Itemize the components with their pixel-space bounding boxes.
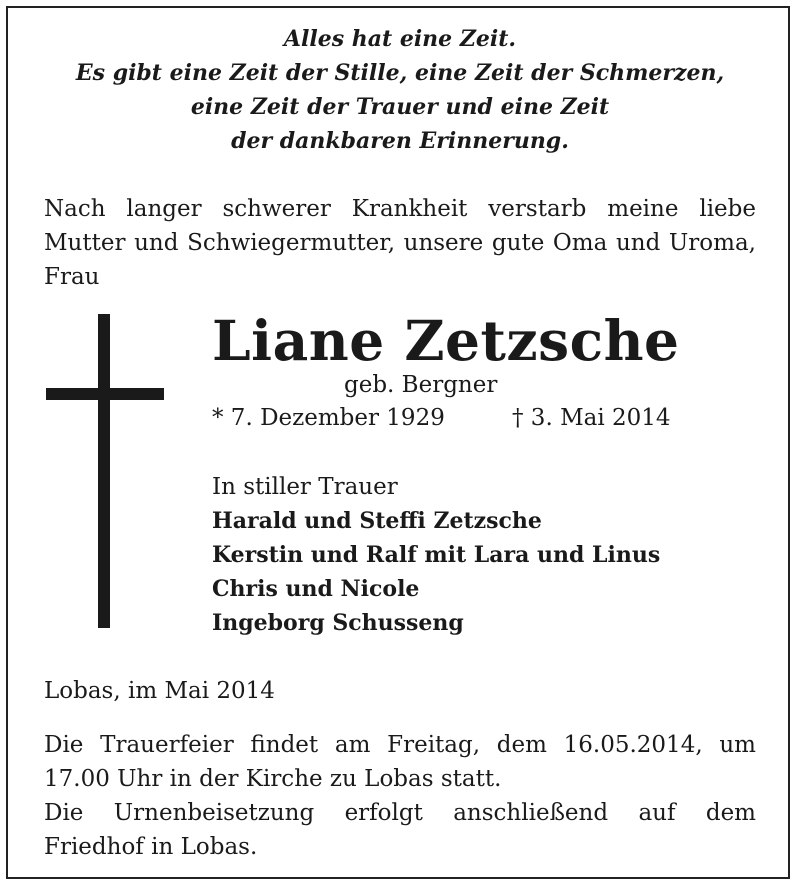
birth-name: geb. Bergner xyxy=(344,372,498,398)
mourners-block xyxy=(212,470,660,640)
ceremony-line: Friedhof in Lobas. xyxy=(44,834,258,860)
intro-text: Nach langer schwerer Krankheit verstarb meine liebe Mutter und Schwiegermutter, unsere gute Oma und Uroma, Frau xyxy=(44,196,756,290)
motto-line: Alles hat eine Zeit. xyxy=(283,26,517,52)
mourners-heading: In stiller Trauer xyxy=(212,474,398,500)
cross-icon xyxy=(98,314,110,628)
mourner-name: Chris und Nicole xyxy=(212,576,420,602)
motto-line: Es gibt eine Zeit der Stille, eine Zeit der Schmerzen, xyxy=(75,60,725,86)
ceremony-line: 17.00 Uhr in der Kirche zu Lobas statt. xyxy=(44,766,502,792)
death-date: † 3. Mai 2014 xyxy=(512,405,671,431)
motto-line: eine Zeit der Trauer und eine Zeit xyxy=(190,94,610,120)
birth-date: * 7. Dezember 1929 xyxy=(212,405,445,431)
place-date: Lobas, im Mai 2014 xyxy=(44,678,275,704)
motto-quote xyxy=(0,22,800,158)
mourner-name: Kerstin und Ralf mit Lara und Linus xyxy=(212,542,661,568)
deceased-name: Liane Zetzsche xyxy=(212,308,680,373)
cross-icon-bar xyxy=(46,388,164,400)
mourner-name: Harald und Steffi Zetzsche xyxy=(212,508,542,534)
ceremony-line: Die Urnenbeisetzung erfolgt anschließend auf dem xyxy=(44,800,756,826)
motto-line: der dankbaren Erinnerung. xyxy=(231,128,569,154)
ceremony-text xyxy=(44,728,756,864)
life-dates xyxy=(212,402,671,434)
ceremony-line: Die Trauerfeier findet am Freitag, dem 16.05.2014, um xyxy=(44,732,756,758)
mourner-name: Ingeborg Schusseng xyxy=(212,610,464,636)
